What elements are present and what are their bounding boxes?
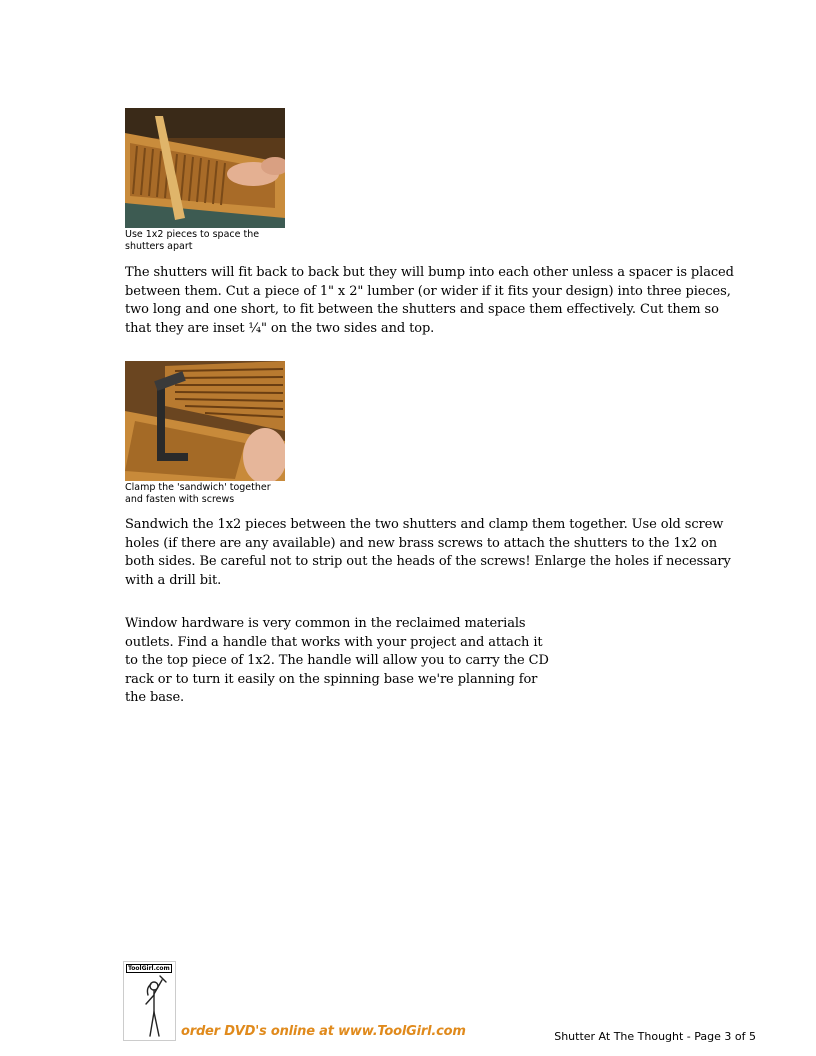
toolgirl-logo (123, 961, 176, 1041)
photo-caption: Use 1x2 pieces to space the shutters apart (125, 229, 260, 252)
body-paragraph: Window hardware is very common in the reclaimed materials outlets. Find a handle that works with your project and attach it to the top piece of 1x2. The handle will allow you to carry the CD rack or to turn it easily on the spinning base we're planning for the base. (125, 616, 549, 705)
clamp-screw-photo (125, 361, 285, 481)
toolgirl-figure-icon (124, 962, 175, 1040)
shutter-spacer-photo (125, 108, 285, 228)
page-footer: Shutter At The Thought - Page 3 of 5 (554, 1030, 756, 1043)
body-paragraph: Sandwich the 1x2 pieces between the two shutters and clamp them together. Use old screw holes (if there are any available) and new brass screws to attach the shutters to the 1x2 on both sides. Be careful not to strip out the heads of the screws! Enlarge the holes if necessary with a drill bit. (125, 517, 731, 588)
logo-text: ToolGirl.com (128, 965, 170, 972)
photo-caption: Clamp the 'sandwich' together and fasten with screws (125, 482, 271, 505)
dvd-order-link[interactable]: order DVD's online at www.ToolGirl.com (181, 1024, 466, 1039)
body-paragraph: The shutters will fit back to back but they will bump into each other unless a spacer is placed between them. Cut a piece of 1" x 2" lumber (or wider if it fits your design) into three pieces, two long and one short, to fit between the shutters and space them effectively. Cut them so that they are inset ¼" on the two sides and top. (125, 265, 734, 336)
